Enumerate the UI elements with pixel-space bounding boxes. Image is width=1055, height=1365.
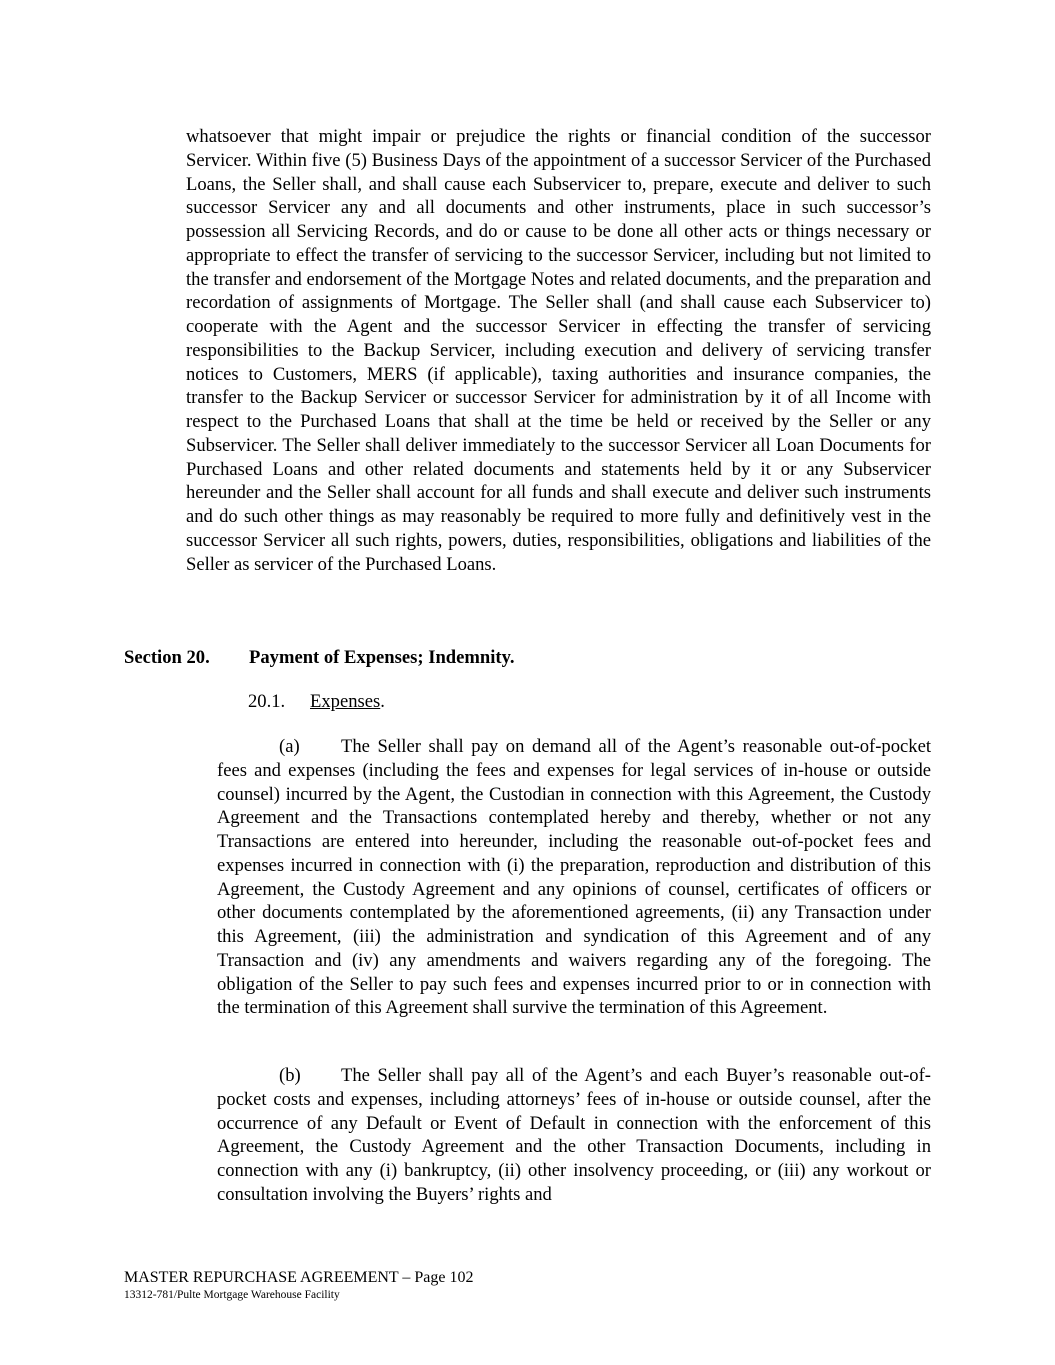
subsection-heading xyxy=(248,690,385,714)
clause-text: The Seller shall pay on demand all of the Agent’s reasonable out-of-pocket fees and expenses (including the fees and expenses for legal services of in-house or outside counsel) incurred by the Agent, the Custodian in connection with this Agreement, the Custody Agreement and the Transactions contemplated hereby and thereby, whether or not any Transactions are entered into hereunder, including the reasonable out-of-pocket fees and expenses incurred in connection with (i) the preparation, reproduction and distribution of this Agreement, the Custody Agreement and any opinions of counsel, certificates of officers or other documents contemplated by the aforementioned agreements, (ii) any Transaction under this Agreement, (iii) the administration and syndication of this Agreement and of any Transaction and (iv) any amendments and waivers regarding any of the foregoing. The obligation of the Seller to pay such fees and expenses incurred prior to or in connection with the termination of this Agreement shall survive the termination of this Agreement. xyxy=(217,736,931,1019)
clause-label: (b) xyxy=(279,1065,301,1086)
clause-b-paragraph xyxy=(217,1064,931,1207)
footer-title: MASTER REPURCHASE AGREEMENT – Page 102 xyxy=(124,1269,474,1286)
section-number: Section 20. xyxy=(124,647,210,668)
subsection-number: 20.1. xyxy=(248,691,286,712)
subsection-title: Expenses xyxy=(310,691,381,712)
section-title: Payment of Expenses; Indemnity. xyxy=(249,647,515,668)
subsection-title-period: . xyxy=(380,691,385,712)
section-heading xyxy=(124,646,515,670)
clause-text: The Seller shall pay all of the Agent’s and each Buyer’s reasonable out-of-pocket costs and expenses, including attorneys’ fees of in-house or outside counsel, after the occurrence of any Default or Event of Default in connection with the enforcement of this Agreement, the Custody Agreement and the other Transaction Documents, including in connection with any (i) bankruptcy, (ii) other insolvency proceeding, or (iii) any workout or consultation involving the Buyers’ rights and xyxy=(217,1065,931,1205)
clause-a-paragraph xyxy=(217,735,931,1020)
clause-label: (a) xyxy=(279,736,300,757)
footer-document-code: 13312-781/Pulte Mortgage Warehouse Facility xyxy=(124,1289,340,1301)
intro-paragraph: whatsoever that might impair or prejudice the rights or financial condition of the successor Servicer. Within five (5) Business Days of the appointment of a successor Servicer of the Purchased Loans, the Seller shall, and shall cause each Subservicer to, prepare, execute and deliver to such successor Servicer any and all documents and other instruments, place in such successor’s possession all Servicing Records, and do or cause to be done all other acts or things necessary or appropriate to effect the transfer of servicing to the successor Servicer, including but not limited to the transfer and endorsement of the Mortgage Notes and related documents, and the preparation and recordation of assignments of Mortgage. The Seller shall (and shall cause each Subservicer to) cooperate with the Agent and the successor Servicer in effecting the transfer of servicing responsibilities to the Backup Servicer, including execution and delivery of servicing transfer notices to Customers, MERS (if applicable), taxing authorities and insurance companies, the transfer to the Backup Servicer or successor Servicer for administration by it of all Income with respect to the Purchased Loans that shall at the time be held or received by the Seller or any Subservicer. The Seller shall deliver immediately to the successor Servicer all Loan Documents for Purchased Loans and other related documents and statements held by it or any Subservicer hereunder and the Seller shall account for all funds and shall execute and deliver such instruments and do such other things as may reasonably be required to more fully and definitively vest in the successor Servicer all such rights, powers, duties, responsibilities, obligations and liabilities of the Seller as servicer of the Purchased Loans. xyxy=(186,126,931,575)
